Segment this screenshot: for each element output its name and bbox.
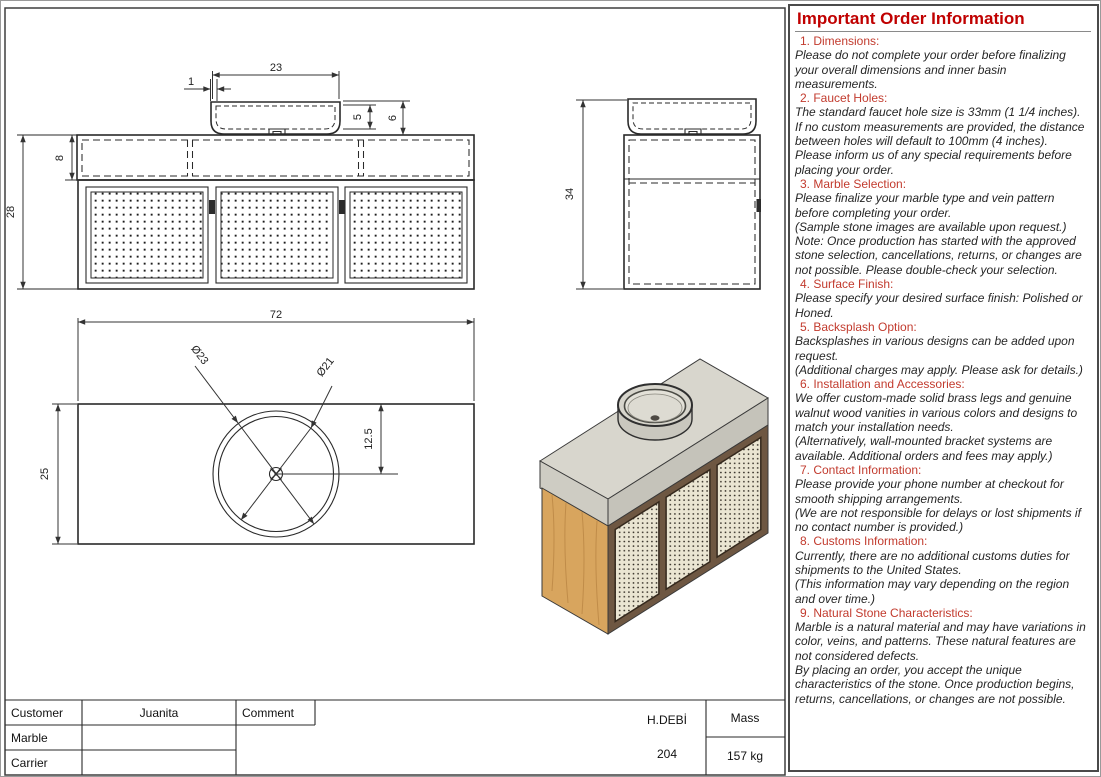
info-sections: [795, 34, 1091, 706]
info-section-heading: 8. Customs Information:: [800, 534, 928, 549]
customer-value: Juanita: [139, 706, 179, 720]
front-view: [5, 62, 474, 289]
info-paragraph: Currently, there are no additional customs duties for shipments to the United States.: [795, 548, 1070, 577]
info-section-heading: 2. Faucet Holes:: [800, 91, 888, 106]
side-view: [564, 99, 761, 289]
info-paragraph: (Additional charges may apply. Please ask for details.): [795, 362, 1083, 377]
order-info-panel: [788, 4, 1099, 772]
isometric-view: [540, 359, 768, 634]
info-section-heading: 6. Installation and Accessories:: [800, 377, 965, 392]
info-paragraph: Please do not complete your order before finalizing your overall dimensions and inner basin measurements.: [795, 48, 1066, 91]
info-paragraph: Note: Once production has started with the approved stone selection, cancellations, returns, or changes are not possible. Please double-check your selection.: [795, 234, 1082, 277]
top-view: [39, 309, 474, 544]
hinge: [209, 200, 215, 214]
info-section-heading: 4. Surface Finish:: [800, 277, 894, 292]
info-paragraph: (We are not responsible for delays or lost shipments if no contact number is provided.): [795, 505, 1081, 535]
info-paragraph: Please finalize your marble type and vein pattern before completing your order.: [795, 191, 1055, 220]
model-code: H.DEBİ: [646, 713, 688, 727]
model-number: 204: [656, 747, 678, 761]
mesh-door: [216, 187, 338, 283]
info-paragraph: If no custom measurements are provided, the distance between holes will default to 100mm (4 inches).: [795, 119, 1085, 149]
basin-side: [628, 99, 756, 134]
info-section-heading: 3. Marble Selection:: [800, 176, 907, 191]
dim-sink-outer-dia: Ø23: [188, 343, 211, 368]
dim-basin-wall: 1: [187, 76, 195, 88]
carrier-label: Carrier: [11, 756, 48, 770]
basin-front: [211, 102, 340, 134]
info-section-heading: 1. Dimensions:: [800, 34, 880, 48]
hinge: [757, 199, 762, 212]
dim-basin-outer-height: 6: [387, 114, 399, 122]
dim-sink-inner-dia: Ø21: [314, 355, 337, 380]
mesh-door: [86, 187, 208, 283]
info-paragraph: (Sample stone images are available upon request.): [795, 219, 1067, 234]
info-paragraph: (Alternatively, wall-mounted bracket systems are available. Additional orders and fees may apply.): [795, 434, 1053, 463]
info-section-heading: 5. Backsplash Option:: [800, 319, 917, 334]
info-paragraph: (This information may vary depending on the region and over time.): [795, 577, 1070, 606]
dim-basin-inner-depth: 5: [352, 113, 364, 121]
info-section-heading: 7. Contact Information:: [800, 462, 922, 477]
info-paragraph: We offer custom-made solid brass legs and genuine walnut wood vanities in various colors and designs to match your installation needs.: [795, 391, 1078, 435]
info-paragraph: Please provide your phone number at checkout for smooth shipping arrangements.: [795, 477, 1064, 506]
dim-counter-height: 8: [54, 154, 66, 162]
mesh-door: [345, 187, 467, 283]
dim-cabinet-height: 28: [5, 205, 17, 219]
marble-label: Marble: [11, 731, 48, 745]
info-paragraph: By placing an order, you accept the unique characteristics of the stone. Once production begins, returns, cancellations, or changes are not possible.: [795, 663, 1075, 706]
dim-sink-center-offset: 12.5: [363, 428, 375, 450]
comment-label: Comment: [242, 706, 295, 720]
mass-label: Mass: [730, 711, 760, 725]
hinge: [339, 200, 345, 214]
dim-top-width: 72: [269, 309, 283, 321]
technical-drawing: [1, 1, 791, 777]
info-paragraph: Please inform us of any special requirements before placing your order.: [795, 148, 1072, 177]
customer-label: Customer: [11, 706, 64, 720]
info-paragraph: Backsplashes in various designs can be added upon request.: [795, 334, 1075, 363]
dim-top-depth: 25: [39, 467, 51, 481]
vessel-sink: [618, 384, 692, 440]
info-section-heading: 9. Natural Stone Characteristics:: [800, 605, 973, 620]
dim-basin-width: 23: [269, 62, 283, 74]
info-paragraph: The standard faucet hole size is 33mm (1 1/4 inches).: [795, 105, 1081, 120]
info-paragraph: Marble is a natural material and may have variations in color, veins, and patterns. These natural features are not considered defects.: [795, 620, 1086, 663]
title-block: [5, 700, 785, 775]
info-paragraph: Please specify your desired surface finish: Polished or Honed.: [795, 291, 1083, 320]
dim-side-total-height: 34: [564, 187, 576, 201]
order-info-title: Important Order Information: [795, 7, 1091, 32]
mass-value: 157 kg: [726, 749, 764, 763]
